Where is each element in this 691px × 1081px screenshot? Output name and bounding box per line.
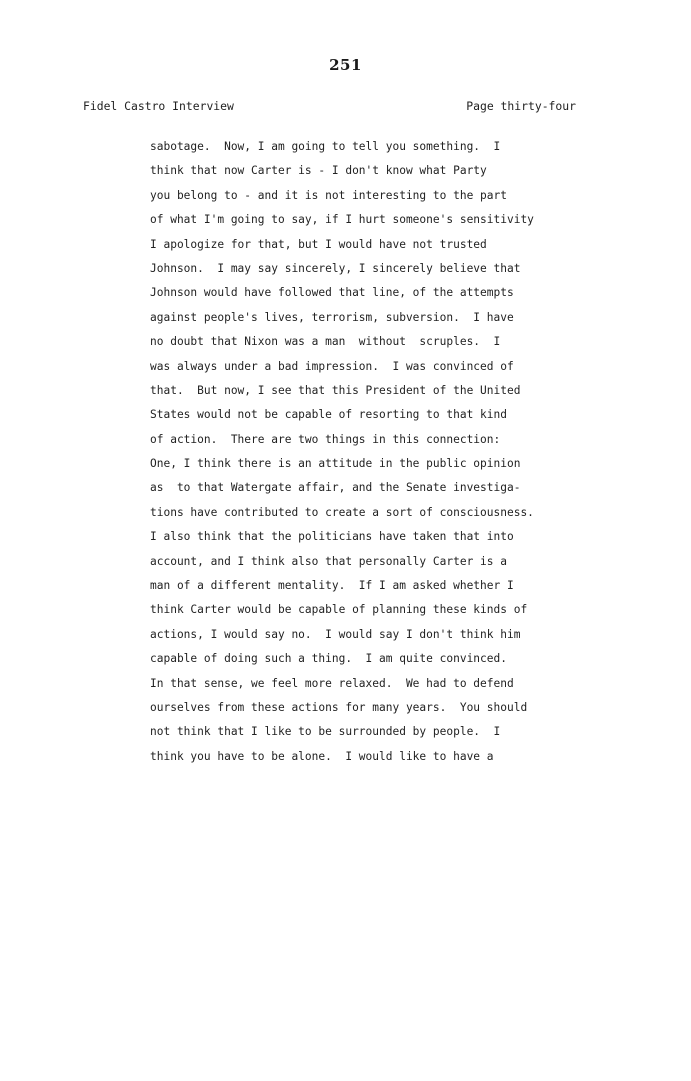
text-line: ourselves from these actions for many years. You should: [150, 700, 528, 714]
text-line: of action. There are two things in this connection:: [150, 432, 501, 446]
text-line: not think that I like to be surrounded by people. I: [150, 725, 501, 739]
text-line: was always under a bad impression. I was convinced of: [150, 359, 514, 373]
text-line: One, I think there is an attitude in the public opinion: [150, 457, 521, 471]
text-line: of what I'm going to say, if I hurt someone's sensitivity: [150, 213, 534, 227]
document-title-header: Fidel Castro Interview: [83, 99, 234, 113]
page-number: 251: [329, 56, 362, 74]
page-label-header: Page thirty-four: [466, 99, 576, 113]
text-line: you belong to - and it is not interesting to the part: [150, 188, 507, 202]
text-line: capable of doing such a thing. I am quite convinced.: [150, 652, 507, 666]
text-line: I apologize for that, but I would have not trusted: [150, 237, 487, 251]
text-line: Johnson. I may say sincerely, I sincerely believe that: [150, 261, 521, 275]
text-line: States would not be capable of resorting to that kind: [150, 408, 507, 422]
text-line: no doubt that Nixon was a man without scruples. I: [150, 335, 501, 349]
text-line: man of a different mentality. If I am asked whether I: [150, 579, 514, 593]
text-line: think you have to be alone. I would like to have a: [150, 749, 494, 763]
text-line: sabotage. Now, I am going to tell you something. I: [150, 140, 501, 153]
text-line: think Carter would be capable of planning these kinds of: [150, 603, 528, 617]
text-line: account, and I think also that personally Carter is a: [150, 554, 507, 568]
text-line: Johnson would have followed that line, of the attempts: [150, 286, 514, 300]
transcript-body: [150, 135, 590, 769]
text-line: that. But now, I see that this President of the United: [150, 383, 521, 397]
text-line: as to that Watergate affair, and the Senate investiga-: [150, 481, 521, 495]
text-line: tions have contributed to create a sort of consciousness.: [150, 505, 534, 519]
text-line: think that now Carter is - I don't know what Party: [150, 164, 487, 178]
text-line: In that sense, we feel more relaxed. We had to defend: [150, 676, 514, 690]
text-line: I also think that the politicians have taken that into: [150, 530, 514, 544]
text-line: against people's lives, terrorism, subversion. I have: [150, 310, 514, 324]
text-line: actions, I would say no. I would say I don't think him: [150, 627, 521, 641]
